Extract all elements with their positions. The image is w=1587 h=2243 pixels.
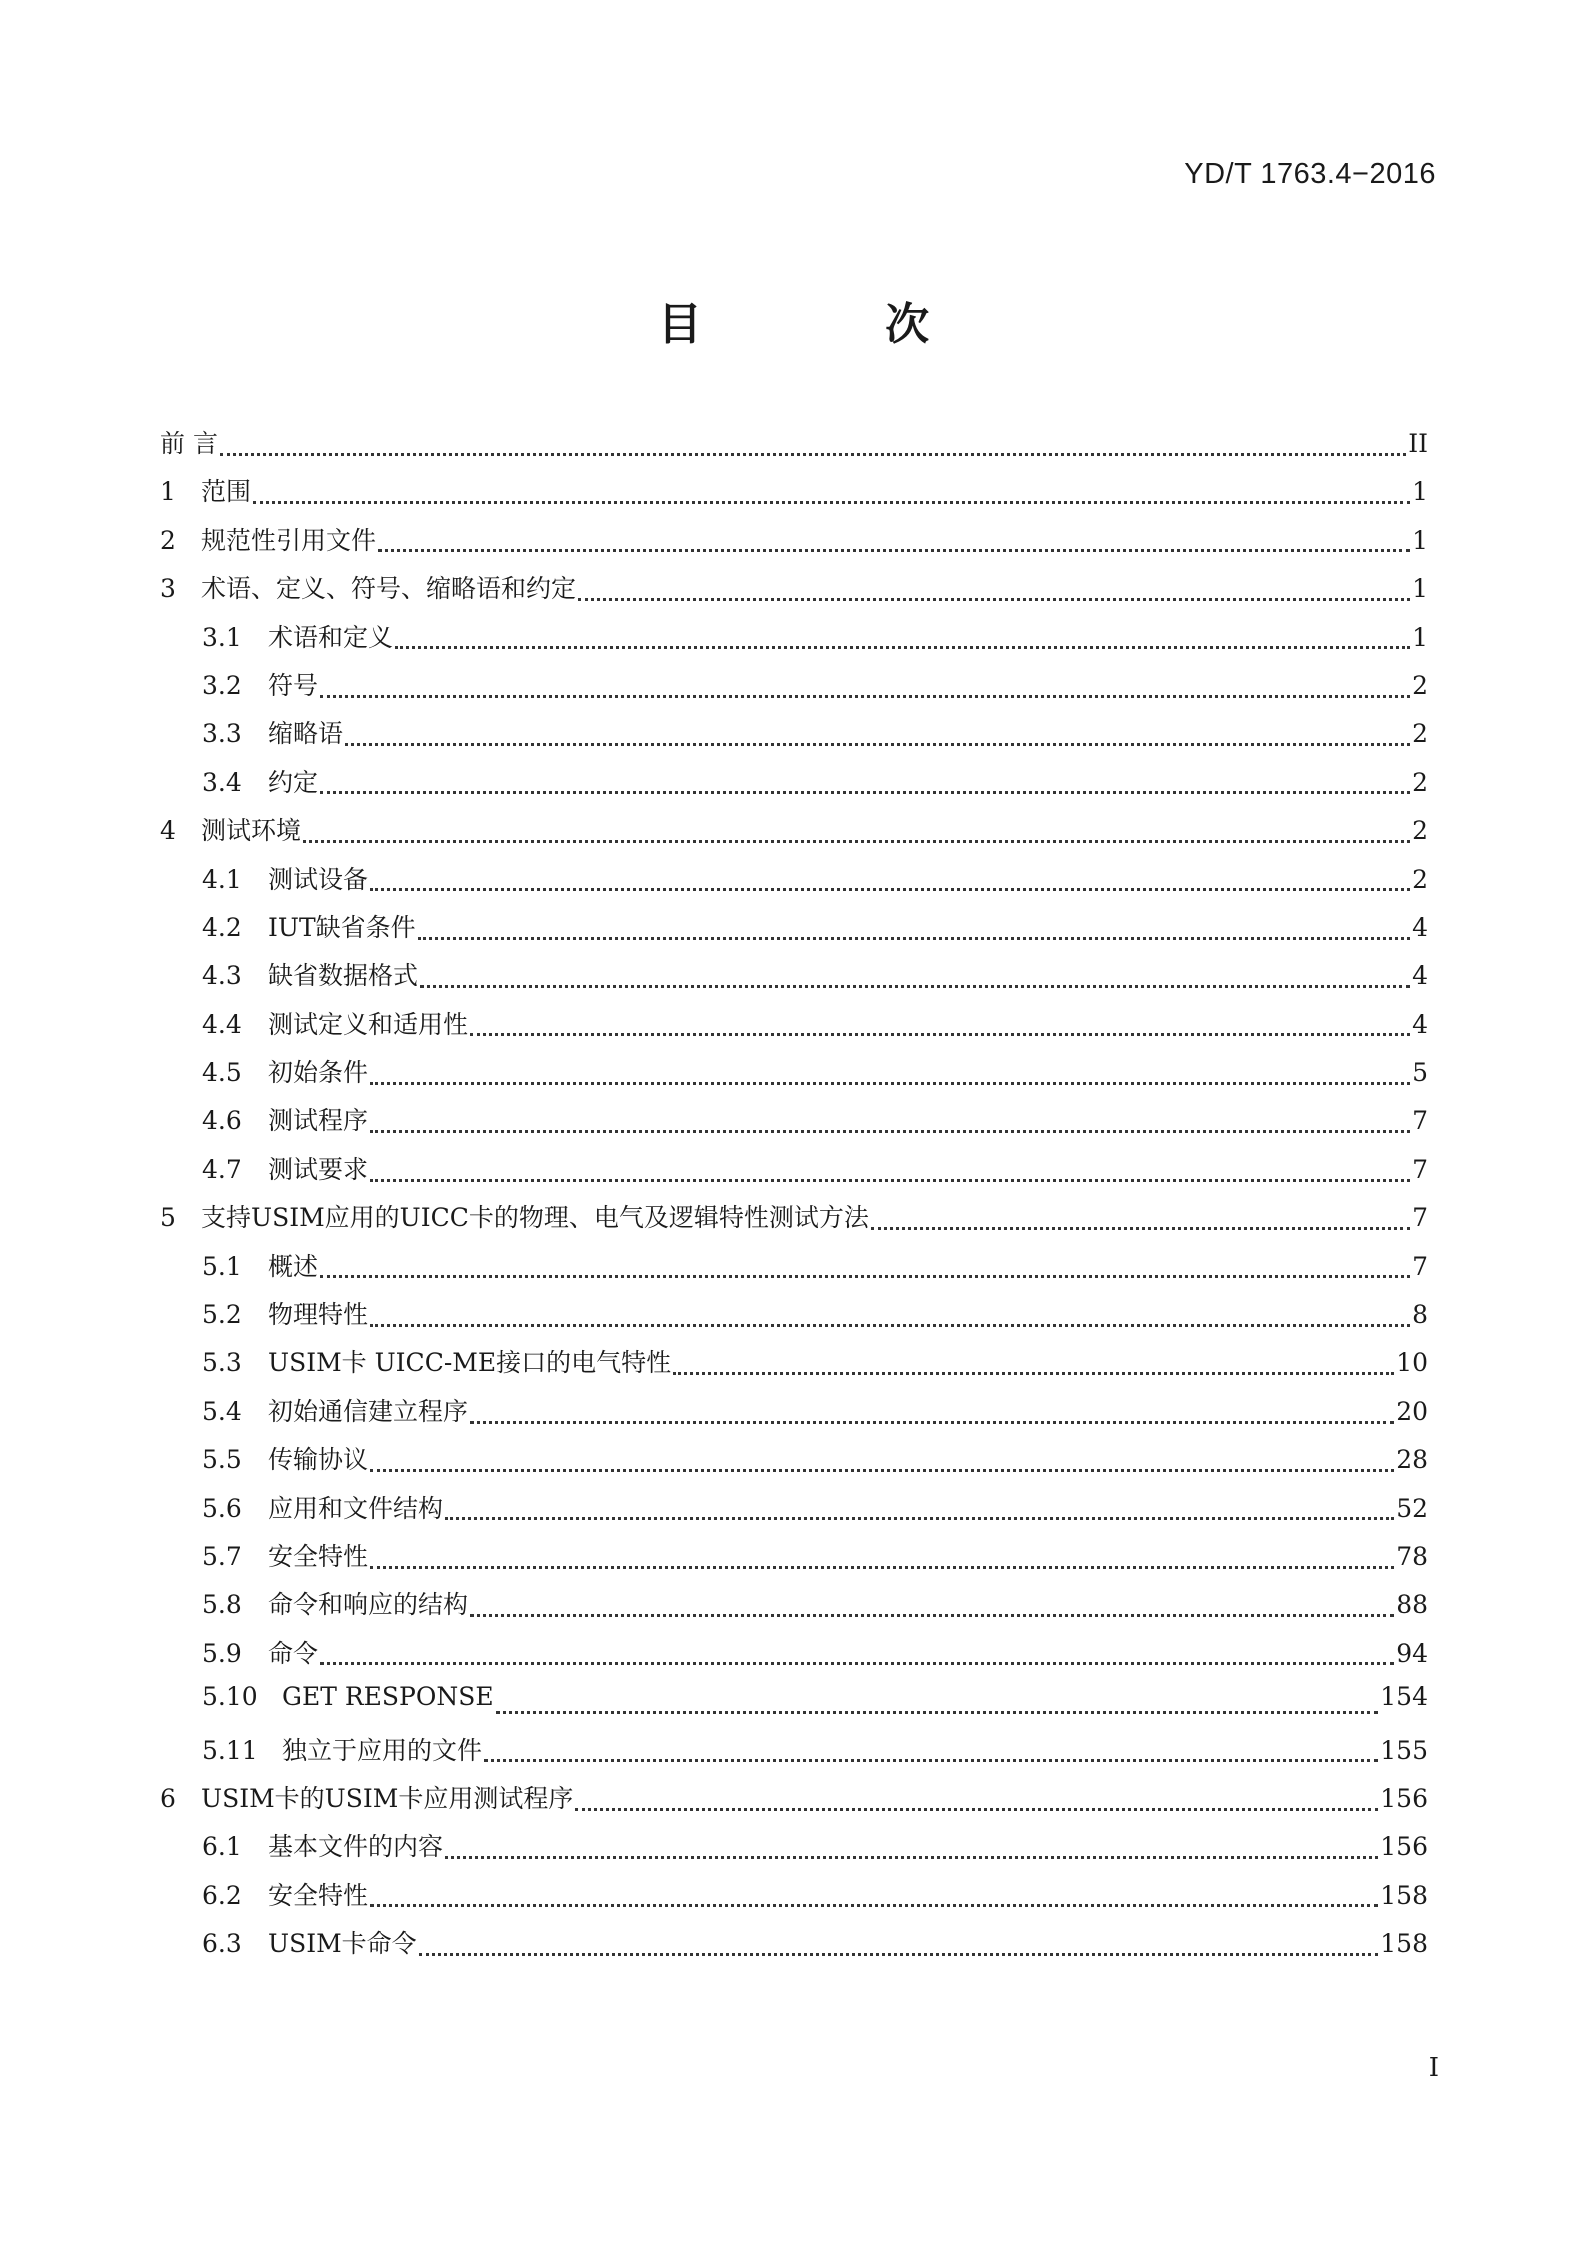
toc-entry-title: USIM卡命令 [268, 1929, 417, 1959]
dot-leader [253, 501, 1410, 504]
toc-entry-number: 5.8 [202, 1590, 242, 1620]
toc-entry[interactable] [160, 1924, 1428, 1972]
toc-entry-title: 术语和定义 [268, 622, 394, 652]
toc-entry-number: 5.4 [202, 1396, 242, 1426]
dot-leader [418, 937, 1410, 940]
dot-leader [320, 695, 1410, 698]
toc-entry-number: 4.4 [202, 1009, 242, 1039]
toc-entry-number: 5.11 [202, 1735, 258, 1765]
toc-entry-number: 4.6 [202, 1106, 242, 1136]
toc-entry-title: 范围 [201, 477, 252, 507]
toc-entry[interactable] [160, 1634, 1428, 1682]
toc-entry-title: 约定 [268, 767, 319, 797]
toc-entry[interactable] [160, 618, 1428, 666]
toc-entry-page: 94 [1396, 1638, 1428, 1668]
toc-entry-number: 3.2 [202, 670, 242, 700]
toc-entry[interactable] [160, 1731, 1428, 1779]
dot-leader [303, 840, 1410, 843]
toc-entry-page: 4 [1412, 961, 1428, 991]
toc-entry-title: 传输协议 [268, 1445, 369, 1475]
dot-leader [420, 985, 1410, 988]
toc-entry-number: 5.7 [202, 1541, 242, 1571]
toc-entry-page: 1 [1412, 574, 1428, 604]
dot-leader [445, 1856, 1378, 1859]
toc-entry-number: 6.3 [202, 1929, 242, 1959]
toc-title: 目 次 [657, 299, 1014, 350]
toc-entry-page: 7 [1412, 1251, 1428, 1281]
dot-leader [395, 646, 1410, 649]
toc-entry-page: 10 [1396, 1348, 1428, 1378]
dot-leader [496, 1711, 1379, 1714]
toc-entry[interactable] [160, 1005, 1428, 1053]
dot-leader [871, 1227, 1410, 1230]
toc-entry-title: USIM卡的USIM卡应用测试程序 [201, 1783, 574, 1813]
toc-entry-page: 1 [1412, 622, 1428, 652]
dot-leader [320, 1662, 1394, 1665]
toc-entry-number: 4 [160, 816, 176, 846]
toc-entry-title: 符号 [268, 670, 319, 700]
toc-entry[interactable] [160, 424, 1428, 472]
toc-entry-title: 测试程序 [268, 1106, 369, 1136]
toc-entry-page: 154 [1380, 1682, 1428, 1712]
toc-entry-page: II [1408, 429, 1428, 458]
toc-entry-page: 28 [1396, 1445, 1428, 1475]
toc-entry-title: 概述 [268, 1251, 319, 1281]
dot-leader [419, 1953, 1379, 1956]
toc-entry[interactable] [160, 1537, 1428, 1585]
toc-entry-title: 缺省数据格式 [268, 961, 419, 991]
toc-entry-page: 88 [1396, 1590, 1428, 1620]
dot-leader [370, 1566, 1394, 1569]
toc-entry-number: 5.6 [202, 1493, 242, 1523]
toc-entry-number: 1 [160, 477, 176, 507]
toc-entry-page: 7 [1412, 1106, 1428, 1136]
toc-entry-page: 4 [1412, 912, 1428, 942]
table-of-contents [160, 424, 1428, 1973]
toc-entry-page: 5 [1412, 1058, 1428, 1088]
toc-entry-title: 命令 [268, 1638, 319, 1668]
toc-entry-page: 52 [1396, 1493, 1428, 1523]
toc-entry[interactable] [160, 1198, 1428, 1246]
toc-entry[interactable] [160, 1343, 1428, 1391]
toc-entry-title: 测试要求 [268, 1154, 369, 1184]
page-number: I [1428, 2053, 1439, 2083]
dot-leader [370, 888, 1410, 891]
toc-entry-page: 4 [1412, 1009, 1428, 1039]
toc-entry-title: USIM卡 UICC-ME接口的电气特性 [268, 1348, 672, 1378]
toc-entry[interactable] [160, 811, 1428, 859]
toc-entry-title: GET RESPONSE [282, 1682, 494, 1712]
toc-entry-number: 6.1 [202, 1832, 242, 1862]
toc-entry-title: 应用和文件结构 [268, 1493, 444, 1523]
toc-entry-page: 7 [1412, 1203, 1428, 1233]
toc-entry-title: 支持USIM应用的UICC卡的物理、电气及逻辑特性测试方法 [201, 1203, 869, 1233]
toc-entry-title: 安全特性 [268, 1880, 369, 1910]
toc-entry[interactable] [160, 1101, 1428, 1149]
toc-entry[interactable] [160, 1150, 1428, 1198]
toc-entry-number: 4.7 [202, 1154, 242, 1184]
toc-entry[interactable] [160, 763, 1428, 811]
toc-entry-number: 3.1 [202, 622, 242, 652]
toc-entry-title: 初始通信建立程序 [268, 1396, 469, 1426]
toc-entry-title: 初始条件 [268, 1058, 369, 1088]
dot-leader [370, 1179, 1410, 1182]
dot-leader [370, 1469, 1394, 1472]
toc-entry-title: 术语、定义、符号、缩略语和约定 [201, 574, 577, 604]
toc-entry-title: 物理特性 [268, 1300, 369, 1330]
toc-entry-number: 5.9 [202, 1638, 242, 1668]
toc-entry-page: 158 [1380, 1880, 1428, 1910]
dot-leader [370, 1082, 1410, 1085]
toc-entry-number: 5.1 [202, 1251, 242, 1281]
dot-leader [470, 1421, 1394, 1424]
toc-entry[interactable] [160, 1682, 1428, 1730]
toc-entry-title: 测试设备 [268, 864, 369, 894]
dot-leader [575, 1808, 1378, 1811]
toc-entry-title: 缩略语 [268, 719, 344, 749]
toc-entry-number: 3 [160, 574, 176, 604]
dot-leader [673, 1372, 1394, 1375]
toc-entry-page: 2 [1412, 719, 1428, 749]
toc-entry[interactable] [160, 1295, 1428, 1343]
toc-entry-title: 前 言 [160, 429, 218, 458]
toc-entry-page: 158 [1380, 1929, 1428, 1959]
toc-entry-title: IUT缺省条件 [268, 912, 416, 942]
toc-entry-page: 2 [1412, 816, 1428, 846]
dot-leader [578, 598, 1410, 601]
toc-entry-page: 8 [1412, 1300, 1428, 1330]
toc-entry-number: 4.1 [202, 864, 242, 894]
dot-leader [370, 1130, 1410, 1133]
toc-entry-number: 3.4 [202, 767, 242, 797]
toc-entry-number: 4.5 [202, 1058, 242, 1088]
toc-entry[interactable] [160, 1247, 1428, 1295]
dot-leader [484, 1759, 1378, 1762]
toc-entry[interactable] [160, 1779, 1428, 1827]
toc-entry-number: 6 [160, 1783, 176, 1813]
toc-entry-number: 5.10 [202, 1682, 258, 1712]
toc-entry[interactable] [160, 1876, 1428, 1924]
toc-entry[interactable] [160, 521, 1428, 569]
toc-entry[interactable] [160, 1489, 1428, 1537]
toc-entry-page: 1 [1412, 525, 1428, 555]
toc-entry[interactable] [160, 1585, 1428, 1633]
toc-entry-title: 命令和响应的结构 [268, 1590, 469, 1620]
toc-entry[interactable] [160, 1827, 1428, 1875]
dot-leader [445, 1517, 1394, 1520]
toc-entry-title: 基本文件的内容 [268, 1832, 444, 1862]
toc-entry-title: 安全特性 [268, 1541, 369, 1571]
toc-entry-page: 20 [1396, 1396, 1428, 1426]
toc-entry[interactable] [160, 714, 1428, 762]
dot-leader [370, 1324, 1410, 1327]
dot-leader [470, 1614, 1394, 1617]
toc-entry-page: 2 [1412, 864, 1428, 894]
toc-entry-title: 测试环境 [201, 816, 302, 846]
dot-leader [370, 1904, 1378, 1907]
toc-entry[interactable] [160, 956, 1428, 1004]
toc-entry-page: 156 [1380, 1783, 1428, 1813]
toc-entry[interactable] [160, 860, 1428, 908]
toc-entry-number: 5.5 [202, 1445, 242, 1475]
toc-entry-number: 6.2 [202, 1880, 242, 1910]
dot-leader [320, 1275, 1410, 1278]
dot-leader [345, 743, 1410, 746]
toc-entry-title: 独立于应用的文件 [282, 1735, 483, 1765]
toc-entry-number: 5.2 [202, 1300, 242, 1330]
toc-entry-page: 7 [1412, 1154, 1428, 1184]
toc-entry-number: 3.3 [202, 719, 242, 749]
toc-entry[interactable] [160, 908, 1428, 956]
toc-entry-number: 2 [160, 525, 176, 555]
toc-entry-page: 156 [1380, 1832, 1428, 1862]
dot-leader [320, 791, 1410, 794]
toc-entry-number: 4.3 [202, 961, 242, 991]
toc-entry-page: 155 [1380, 1735, 1428, 1765]
toc-entry-number: 5 [160, 1203, 176, 1233]
toc-entry-title: 测试定义和适用性 [268, 1009, 469, 1039]
toc-entry-number: 4.2 [202, 912, 242, 942]
toc-entry-number: 5.3 [202, 1348, 242, 1378]
toc-entry-page: 2 [1412, 767, 1428, 797]
toc-entry[interactable] [160, 1392, 1428, 1440]
toc-entry-page: 78 [1396, 1541, 1428, 1571]
document-code: YD/T 1763.4−2016 [1184, 158, 1436, 190]
toc-entry-page: 2 [1412, 670, 1428, 700]
dot-leader [378, 549, 1410, 552]
dot-leader [220, 453, 1406, 456]
toc-entry[interactable] [160, 472, 1428, 520]
dot-leader [470, 1033, 1410, 1036]
toc-entry[interactable] [160, 1053, 1428, 1101]
toc-entry[interactable] [160, 666, 1428, 714]
toc-entry[interactable] [160, 1440, 1428, 1488]
toc-entry-title: 规范性引用文件 [201, 525, 377, 555]
toc-entry-page: 1 [1412, 477, 1428, 507]
toc-entry[interactable] [160, 569, 1428, 617]
